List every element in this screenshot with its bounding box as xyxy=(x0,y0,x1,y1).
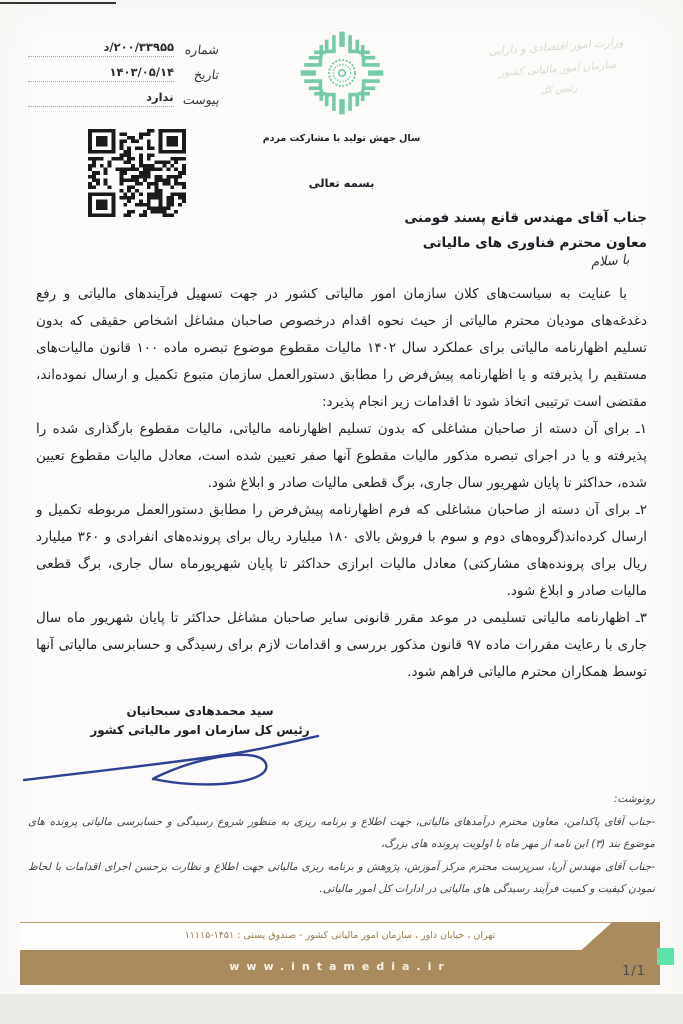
handwritten-salutation: با سلام xyxy=(590,252,630,271)
letterhead-office: رئیس کل xyxy=(540,82,578,97)
cc-item-1: -جناب آقای پاکدامن، معاون محترم درآمدهای مالیاتی، جهت اطلاع و برنامه ریزی به منظور شروع رسیدگی و حسابرسی مالیاتی پرونده های موضوع بند (۳) این نامه از مهر ماه با اولویت پرونده های بزرگ، xyxy=(28,815,655,850)
ref-attachment-label: پیوست xyxy=(180,92,219,107)
ref-date-row xyxy=(28,65,218,82)
body-item-1: ۱ـ برای آن دسته از صاحبان مشاغلی که بدون تسلیم اظهارنامه مالیاتی، مالیات مقطوع بارگذاری شده را پذیرفته و یا در اجرای تبصره مذکور مالیات مقطوع آنها صفر تعیین شده است، معادل مالیات مقطوع تعیین شده، حداکثر تا پایان شهریور سال جاری، برگ قطعی مالیات صادر و ابلاغ شود. xyxy=(36,421,647,491)
footer-address-strip xyxy=(20,922,660,950)
footer-website: www.intamedia.ir xyxy=(229,960,451,973)
ref-date-value: ۱۴۰۳/۰۵/۱۴ xyxy=(28,65,174,82)
ref-number-row xyxy=(28,40,218,57)
letterhead-calligraphy xyxy=(448,29,667,108)
letterhead-ministry: وزارت امور اقتصادی و دارایی xyxy=(488,35,624,58)
reference-block xyxy=(28,40,218,115)
cc-section xyxy=(28,788,655,901)
ref-number-value: ۲۰۰/۳۳۹۵۵/د xyxy=(28,40,174,57)
ref-number-label: شماره xyxy=(183,42,219,57)
besmellah: بسمه تعالی xyxy=(308,176,375,190)
ref-attachment-value: ندارد xyxy=(28,90,174,107)
letter-body xyxy=(36,281,647,686)
ref-date-label: تاریخ xyxy=(192,67,219,82)
scan-edge-artifact xyxy=(0,2,116,4)
scan-bottom-band xyxy=(0,994,683,1024)
ref-attachment-row xyxy=(28,90,218,107)
mint-square-mark xyxy=(657,948,674,965)
cc-label: رونوشت: xyxy=(613,793,655,805)
body-intro-paragraph: با عنایت به سیاست‌های کلان سازمان امور مالیاتی کشور در جهت تسهیل فرآیندهای مالیاتی و رفع دغدغه‌های مودیان محترم مالیاتی از حیث نحوه اقدام درخصوص صاحبان مشاغل اشخاص حقیقی که بدون تسلیم اظهارنامه مالیاتی برای عملکرد سال ۱۴۰۲ مالیات مقطوع موضوع تبصره ماده ۱۰۰ قانون مالیات‌های مستقیم را پذیرفته و یا اظهارنامه پیش‌فرض را مطابق دستورالعمل سازمان متبوع تکمیل و ارسال نموده‌اند، مقتضی است ترتیبی اتخاذ شود تا اقدامات زیر انجام پذیرد: xyxy=(36,286,647,410)
signature-block xyxy=(50,702,350,740)
signer-title: رئیس کل سازمان امور مالیاتی کشور xyxy=(90,723,310,737)
recipient-title: معاون محترم فناوری های مالیاتی xyxy=(422,235,647,251)
year-slogan: سال جهش تولید با مشارکت مردم xyxy=(262,133,421,144)
tax-organization-emblem-icon xyxy=(296,28,388,118)
page-number: 1/1 xyxy=(622,964,646,979)
footer-address: تهران ، خیابان داور ، سازمان امور مالیاتی کشور - صندوق پستی : ۱۴۵۱-۱۱۱۱۵ xyxy=(184,930,496,941)
signer-name: سید محمدهادی سبحانیان xyxy=(126,704,274,718)
recipient-name: جناب آقای مهندس قانع پسند فومنی xyxy=(404,210,647,226)
body-item-2: ۲ـ برای آن دسته از صاحبان مشاغلی که فرم اظهارنامه پیش‌فرض را مطابق دستورالعمل مربوطه تکمیل و ارسال کرده‌اند(گروه‌های دوم و سوم با فروش بالای ۱۸۰ میلیارد ریال برای پرونده‌های انفرادی و ۳۶۰ میلیارد ریال برای پرونده‌های مشارکتی) معادل مالیات ابرازی حداکثر تا پایان شهریورماه سال جاری، برگ قطعی مالیات صادر و ابلاغ شود. xyxy=(36,502,647,599)
footer-website-bar xyxy=(20,950,660,985)
cc-item-2: -جناب آقای مهندس آریا، سرپرست محترم مرکز آموزش، پژوهش و برنامه ریزی مالیاتی جهت اطلاع و نظارت برحسن اجرای اقدامات با لحاظ نمودن کیفیت و کمیت فرآیند رسیدگی های مالیاتی در ادارات کل امور مالیاتی. xyxy=(28,860,655,895)
recipient-block xyxy=(404,206,647,256)
letter-footer xyxy=(20,922,660,986)
letterhead-organization: سازمان امور مالیاتی کشور xyxy=(498,58,617,80)
body-item-3: ۳ـ اظهارنامه مالیاتی تسلیمی در موعد مقرر قانونی سایر صاحبان مشاغل حداکثر تا پایان شهریور ماه سال جاری با رعایت مقررات ماده ۹۷ قانون مذکور بررسی و اقدامات لازم برای رسیدگی و حسابرسی مالیاتی آنها توسط همکاران محترم مالیاتی فراهم شود. xyxy=(36,610,647,680)
